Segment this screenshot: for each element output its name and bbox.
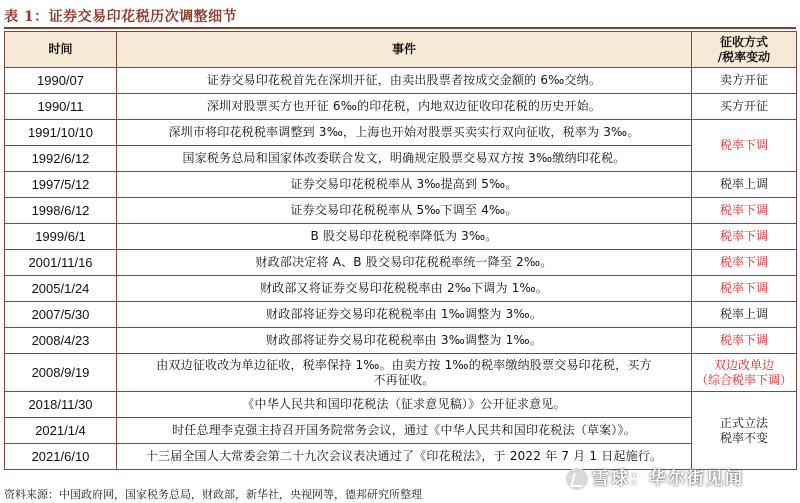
table-row: [5, 94, 797, 120]
table-row: [5, 418, 797, 444]
row-event: 《中华人民共和国印花税法（征求意见稿）》公开征求意见。: [117, 392, 692, 418]
row-date: 1992/6/12: [5, 146, 117, 172]
row-method: 税率下调: [692, 198, 797, 224]
row-method: 税率下调: [692, 276, 797, 302]
table-row: [5, 198, 797, 224]
row-date: 2018/11/30: [5, 392, 117, 418]
header-time: 时间: [5, 32, 117, 68]
table-row: [5, 172, 797, 198]
table-row: [5, 392, 797, 418]
header-method: [692, 32, 797, 68]
row-date: 2008/9/19: [5, 354, 117, 392]
source-footnote: 资料来源：中国政府网，国家税务总局，财政部，新华社，央视网等，德邦研究所整理: [4, 488, 422, 501]
row-event: [117, 354, 692, 392]
header-method-line2: /税率变动: [717, 49, 771, 64]
row-date: 1999/6/1: [5, 224, 117, 250]
watermark-text: 雪球：华尔街见闻: [592, 469, 744, 489]
row-method-line2: 税率不变: [719, 430, 768, 445]
row-method: 税率下调: [692, 328, 797, 354]
row-method: [692, 392, 797, 470]
row-event: 财政部又将证券交易印花税税率由 2‰下调为 1‰。: [117, 276, 692, 302]
row-date: 2005/1/24: [5, 276, 117, 302]
table-row: [5, 276, 797, 302]
table-row: [5, 120, 797, 146]
row-event: 时任总理李克强主持召开国务院常务会议，通过《中华人民共和国印花税法（草案）》。: [117, 418, 692, 444]
table-row: [5, 354, 797, 392]
watermark: [566, 464, 744, 490]
row-method-line1: 正式立法: [719, 415, 768, 430]
row-method: 买方开征: [692, 94, 797, 120]
table-row: [5, 250, 797, 276]
table-row: [5, 68, 797, 94]
row-date: 2001/11/16: [5, 250, 117, 276]
row-date: 1991/10/10: [5, 120, 117, 146]
row-date: 2021/6/10: [5, 444, 117, 470]
header-row: [5, 32, 797, 68]
row-event: 证券交易印花税税率从 5‰下调至 4‰。: [117, 198, 692, 224]
header-method-line1: 征收方式: [719, 34, 768, 49]
row-date: 2008/4/23: [5, 328, 117, 354]
row-date: 1997/5/12: [5, 172, 117, 198]
row-date: 1998/6/12: [5, 198, 117, 224]
row-method-line1: 双边改单边: [713, 357, 774, 372]
row-event: 深圳市将印花税税率调整到 3‰，上海也开始对股票买卖实行双向征收，税率为 3‰。: [117, 120, 692, 146]
row-event: 深圳对股票买方也开征 6‰的印花税，内地双边征收印花税的历史开始。: [117, 94, 692, 120]
row-date: 1990/07: [5, 68, 117, 94]
row-event: 财政部将证券交易印花税税率由 1‰调整为 3‰。: [117, 302, 692, 328]
snowball-logo-icon: [566, 468, 588, 490]
row-date: 1990/11: [5, 94, 117, 120]
row-method: [692, 354, 797, 392]
row-method: 税率上调: [692, 172, 797, 198]
row-event: 证券交易印花税税率从 3‰提高到 5‰。: [117, 172, 692, 198]
title-divider: [4, 27, 796, 29]
table-row: [5, 302, 797, 328]
row-date: 2021/1/4: [5, 418, 117, 444]
row-event: 国家税务总局和国家体改委联合发文，明确规定股票交易双方按 3‰缴纳印花税。: [117, 146, 692, 172]
header-event: 事件: [117, 32, 692, 68]
row-event: 十三届全国人大常委会第二十九次会议表决通过了《印花税法》，于 2022 年 7 月 1 日起施行。: [117, 444, 692, 470]
row-method-line2: （综合税率下调）: [696, 372, 793, 387]
row-event: 财政部将证券交易印花税税率由 3‰调整为 1‰。: [117, 328, 692, 354]
stamp-duty-table: [4, 31, 797, 470]
row-method: 税率下调: [692, 224, 797, 250]
row-date: 2007/5/30: [5, 302, 117, 328]
table-title: 表 1：证券交易印花税历次调整细节: [4, 9, 238, 25]
row-method: 税率下调: [692, 250, 797, 276]
row-method: 卖方开征: [692, 68, 797, 94]
row-event: 证券交易印花税首先在深圳开征，由卖出股票者按成交金额的 6‰交纳。: [117, 68, 692, 94]
table-row: [5, 328, 797, 354]
table-row: [5, 146, 797, 172]
row-event-line2: 不再征收。: [373, 372, 435, 387]
row-event: B 股交易印花税税率降低为 3‰。: [117, 224, 692, 250]
table-row: [5, 224, 797, 250]
row-event: 财政部决定将 A、B 股交易印花税税率统一降至 2‰。: [117, 250, 692, 276]
row-method: 税率上调: [692, 302, 797, 328]
row-method: 税率下调: [692, 120, 797, 172]
row-event-line1: 由双边征收改为单边征收，税率保持 1‰。由卖方按 1‰的税率缴纳股票交易印花税，买方: [156, 357, 652, 372]
